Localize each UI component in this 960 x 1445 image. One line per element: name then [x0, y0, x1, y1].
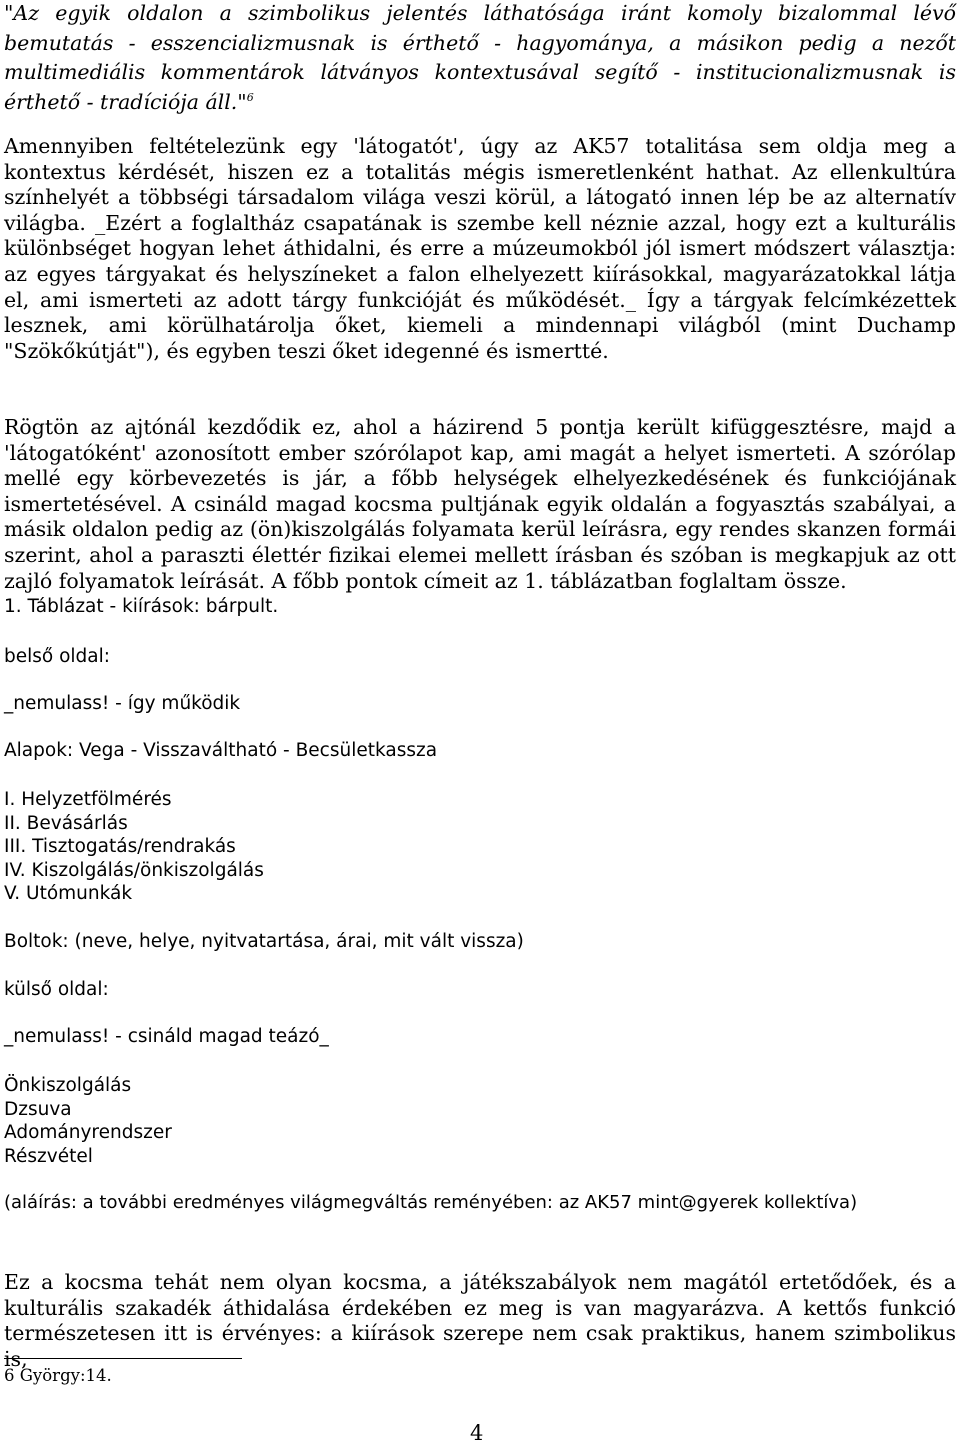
list-item: Részvétel	[4, 1145, 93, 1167]
list-item: II. Bevásárlás	[4, 812, 128, 834]
list-item: I. Helyzetfölmérés	[4, 789, 172, 810]
body-paragraph-1: Amennyiben feltételezünk egy 'látogatót', úgy az AK57 totalitása sem oldja meg a kontextus kérdését, hiszen ez a totalitás mégis ismeretlenként hathat. Az ellenkultúra színhelyét a többségi társadalom világa veszi körül, a látogató innen lép be az alternatív világba. _Ezért a foglaltház csapatának is szembe kell néznie azzal, hogy ezt a kulturális különbséget hogyan lehet áthidalni, és erre a múzeumokból jól ismert módszert választja: az egyes tárgyakat és helyszíneket a falon elhelyezett kiírásokkal, magyarázatokkal látja el, ami ismerteti az adott tárgy funkcióját és működését._ Így a tárgyak felcímkézettek lesznek, ami körülhatárolja őket, kiemeli a mindennapi világból (mint Duchamp "Szökőkútját"), és egyben teszi őket idegenné és ismertté.	[4, 134, 956, 363]
footnote-reference: 6	[246, 90, 254, 104]
page-number: 4	[470, 1421, 484, 1445]
body-paragraph-2: Rögtön az ajtónál kezdődik ez, ahol a házirend 5 pontja került kifüggesztésre, majd a 'látogatóként' azonosított ember szórólapot kap, ami magát a helyet ismerteti. A szórólap mellé egy körbevezetés is jár, a főbb helységek elhelyezkedésének és funkciójának ismertetésével. A csináld magad kocsma pultjának egyik oldalán a fogyasztás szabályai, a másik oldalon pedig az (ön)kiszolgálás folyamata kerül leírásra, egy rendes skanzen formái szerint, ahol a paraszti élettér fizikai elemei mellett írásban és szóban is megkapjuk az ott zajló folyamatok leírását. A főbb pontok címeit az 1. táblázatban foglaltam össze.	[4, 415, 956, 593]
shops-line: Boltok: (neve, helye, nyitvatartása, árai, mit vált vissza)	[4, 931, 524, 952]
list-item: IV. Kiszolgálás/önkiszolgálás	[4, 859, 264, 881]
footnote-divider	[4, 1358, 242, 1359]
inner-side-heading: belső oldal:	[4, 646, 111, 667]
quote-paragraph	[4, 0, 956, 117]
closing-paragraph: Ez a kocsma tehát nem olyan kocsma, a játékszabályok nem magától ertetődőek, és a kulturális szakadék áthidalása érdekében ez meg is van magyarázva. A kettős funkció természetesen itt is érvényes: a kiírások szerepe nem csak praktikus, hanem szimbolikus is,	[4, 1270, 956, 1371]
list-item: Dzsuva	[4, 1098, 72, 1120]
outer-side-subtitle: _nemulass! - csináld magad teázó_	[4, 1026, 329, 1047]
outer-side-heading: külső oldal:	[4, 979, 109, 1000]
list-item: III. Tisztogatás/rendrakás	[4, 836, 236, 858]
table-caption: 1. Táblázat - kiírások: bárpult.	[4, 596, 279, 617]
outer-items-list	[4, 1074, 172, 1168]
inner-side-subtitle: _nemulass! - így működik	[4, 693, 241, 714]
list-item: V. Utómunkák	[4, 883, 133, 905]
list-item: Adományrendszer	[4, 1122, 172, 1144]
basics-line: Alapok: Vega - Visszaváltható - Becsületkassza	[4, 740, 438, 761]
signature-line: (aláírás: a további eredményes világmegváltás reményében: az AK57 mint@gyerek kollektíva)	[4, 1192, 858, 1213]
steps-list	[4, 788, 264, 906]
footnote: 6 György:14.	[4, 1366, 112, 1385]
list-item: Önkiszolgálás	[4, 1075, 132, 1096]
quote-text: "Az egyik oldalon a szimbolikus jelentés láthatósága iránt komoly bizalommal lévő bemutatás - esszencializmusnak is érthető - hagyománya, a másikon pedig a nezőt multimediális kommentárok látványos kontextusával segítő - institucionalizmusnak is érthető - tradíciója áll."	[4, 1, 956, 114]
